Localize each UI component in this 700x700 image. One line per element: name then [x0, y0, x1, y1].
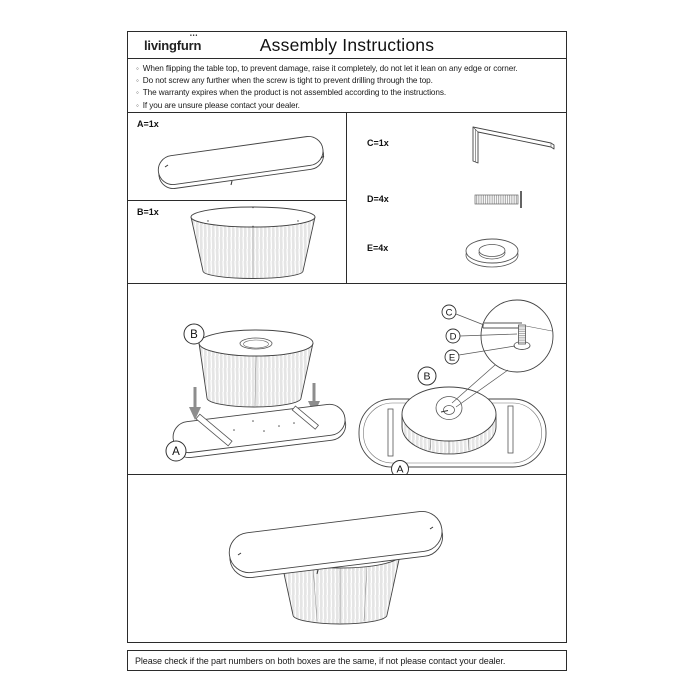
part-d-screw-drawing: [469, 189, 531, 211]
warning-text: If you are unsure please contact your dealer.: [142, 100, 300, 110]
parts-left-column: [128, 113, 347, 283]
warning-line: [134, 75, 560, 87]
label-e-text: E: [448, 352, 456, 364]
label-d-text: D: [449, 331, 457, 343]
logo-dots-mark: •••: [189, 33, 199, 39]
footer-note-box: [127, 650, 567, 671]
step2-diagram: [359, 300, 553, 474]
label-b-text: B: [423, 370, 431, 383]
assembled-table-drawing: [128, 475, 566, 642]
mounting-slot-left: [388, 409, 393, 456]
warning-line: [134, 63, 560, 75]
warning-text: When flipping the table top, to prevent damage, raise it completely, do not let it lean on any edge or corner.: [142, 64, 518, 73]
screw-thread: [475, 195, 518, 204]
bullet-icon: ◦: [136, 76, 139, 86]
label-a-text: A: [396, 463, 404, 474]
warning-line: [134, 100, 560, 112]
assembled-table-box: [127, 474, 567, 643]
part-b-base-drawing: [128, 201, 345, 284]
label-a-text: A: [172, 446, 180, 458]
label-b-text: B: [190, 329, 198, 341]
base-center-hole: [240, 338, 272, 349]
screw-head-top: [444, 406, 455, 415]
assembly-steps-box: [127, 283, 567, 475]
label-a-badge: [392, 461, 409, 475]
magnifier-circle: [481, 300, 553, 372]
part-e-label: E=4x: [367, 243, 389, 253]
assembly-instructions-document: [127, 31, 567, 671]
warning-line: [134, 87, 560, 99]
part-a-label: A=1x: [137, 119, 159, 129]
warning-text: Do not screw any further when the screw is tight to prevent drilling through the top.: [142, 76, 433, 86]
brand-logo: [144, 33, 202, 53]
label-b-badge: [418, 367, 436, 385]
label-c-badge: [442, 305, 484, 325]
label-b-badge: [184, 324, 204, 344]
label-c-text: C: [445, 307, 453, 319]
part-c-bracket-drawing: [455, 119, 559, 171]
parts-list: [127, 112, 567, 284]
step1-diagram: [166, 324, 347, 461]
assembly-steps-drawing: [128, 284, 566, 474]
part-d-label: D=4x: [367, 194, 389, 204]
warnings-box: [127, 58, 567, 113]
part-b-cell: [128, 201, 346, 283]
mounting-slot-right: [508, 406, 513, 453]
base-top: [191, 207, 315, 227]
part-a-tabletop-drawing: [128, 113, 345, 199]
washer-shape: [466, 239, 518, 267]
footer-note-text: Please check if the part numbers on both boxes are the same, if not please contact your dealer.: [135, 655, 506, 666]
page-title: Assembly Instructions: [259, 34, 435, 55]
part-e-washer-drawing: [463, 231, 525, 277]
bullet-icon: ◦: [136, 100, 139, 110]
table-top-shape: [156, 135, 325, 191]
logo-text: livingfurn: [144, 38, 202, 53]
document-header: [127, 31, 567, 59]
screw-detail: [519, 325, 526, 344]
bracket-shape: [473, 127, 554, 163]
bullet-icon: ◦: [136, 64, 139, 73]
parts-right-column: [347, 113, 566, 283]
bullet-icon: ◦: [136, 88, 139, 98]
label-a-badge: [166, 441, 186, 461]
part-b-label: B=1x: [137, 207, 159, 217]
part-a-cell: [128, 113, 346, 201]
part-c-label: C=1x: [367, 138, 389, 148]
warning-text: The warranty expires when the product is not assembled according to the instructions.: [142, 88, 446, 98]
